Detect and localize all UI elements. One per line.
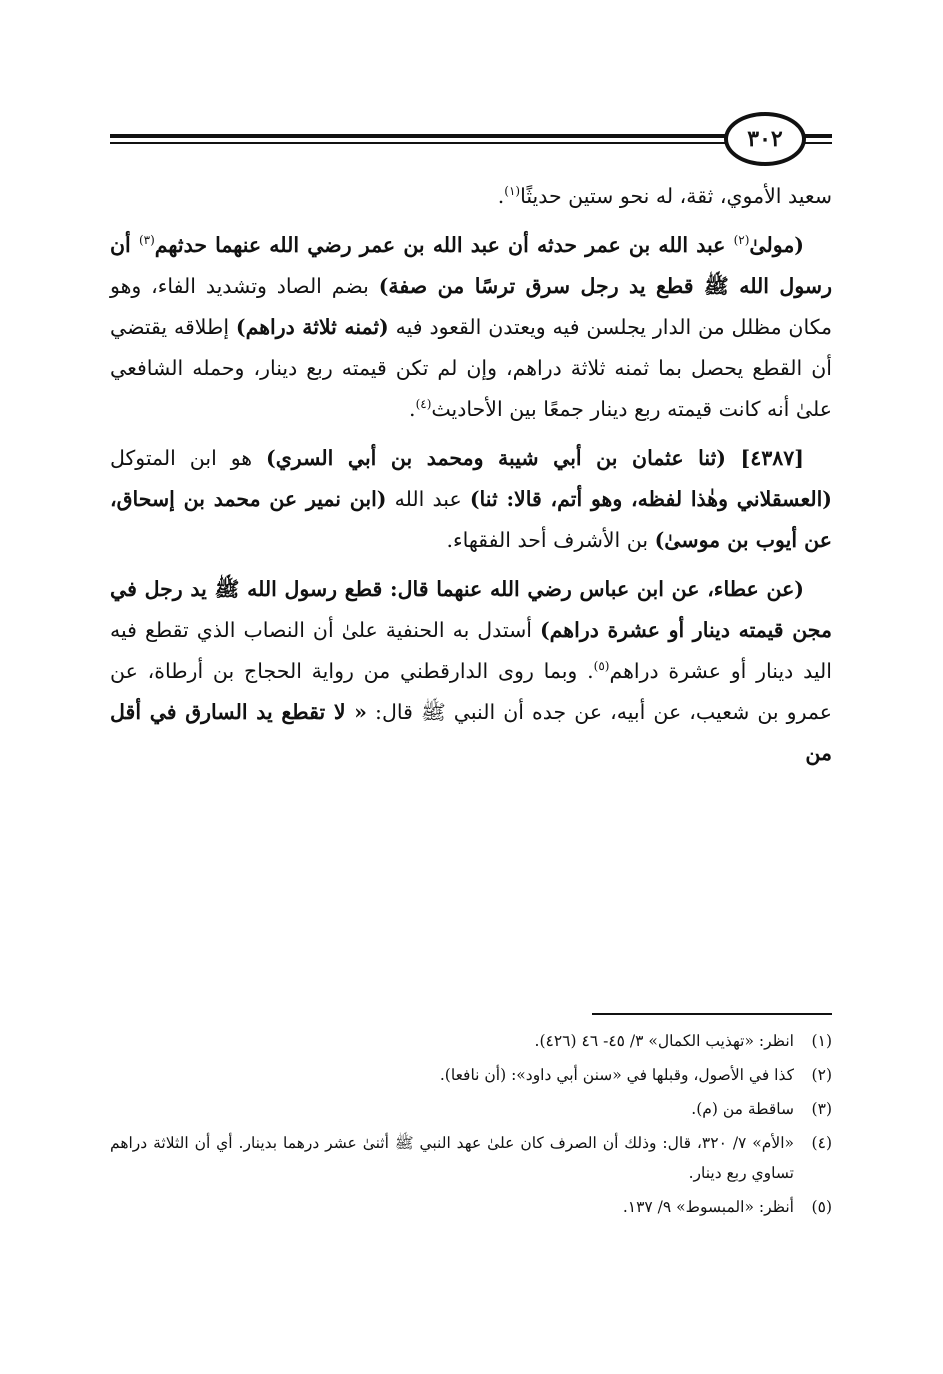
footnote-item xyxy=(110,1192,832,1222)
footnote-number: (٢) xyxy=(811,1066,832,1084)
hadith-text: (ثمنه ثلاثة دراهم) xyxy=(235,315,389,339)
paragraph-2 xyxy=(110,225,832,430)
footnote-ref-3: (٣) xyxy=(138,233,155,248)
hadith-text: [٤٣٨٧] (ثنا عثمان بن أبي شيبة ومحمد بن أبي السري) xyxy=(266,446,804,470)
text-run: سعيد الأموي، ثقة، له نحو ستين حديثًا xyxy=(520,184,832,208)
hadith-text: أن رسول الله ﷺ قطع يد رجل سرق ترسًا من صفة) xyxy=(110,233,832,298)
paragraph-1 xyxy=(110,176,832,217)
footnotes xyxy=(110,1026,832,1226)
text-run: . xyxy=(409,397,416,421)
hadith-text: (العسقلاني وهٰذا لفظه، وهو أتم، قالا: ثنا) xyxy=(469,487,833,511)
footnote-number: (٣) xyxy=(811,1100,832,1118)
footnote-text: «الأم» ٧/ ٣٢٠، قال: وذلك أن الصرف كان علىٰ عهد النبي ﷺ أثنىٰ عشر درهما بدينار. أي أن الثلاثة دراهم تساوي ربع دينار. xyxy=(110,1134,794,1182)
footnote-ref-1: (١) xyxy=(504,184,521,199)
footnote-text: انظر: «تهذيب الكمال» ٣/ ٤٥- ٤٦ (٤٢٦). xyxy=(534,1032,794,1050)
footnote-ref-4: (٤) xyxy=(415,397,432,412)
paragraph-3 xyxy=(110,438,832,561)
footnote-text: ساقطة من (م). xyxy=(691,1100,794,1118)
paragraph-4 xyxy=(110,569,832,774)
hadith-text: « لا تقطع يد السارق في أقل من xyxy=(110,700,832,765)
footnote-separator xyxy=(592,1013,832,1015)
commentary-text: إطلاقه يقتضي أن القطع يحصل بما ثمنه ثلاثة دراهم، وإن لم تكن قيمته ربع دينار، وحمله الشافعي علىٰ أنه كانت قيمته ربع دينار جمعًا بين الأحاديث xyxy=(110,315,832,421)
footnote-number: (٤) xyxy=(811,1134,832,1152)
footnote-item xyxy=(110,1026,832,1056)
page-number: ٣٠٢ xyxy=(724,112,806,166)
footnote-item xyxy=(110,1128,832,1188)
footnote-number: (١) xyxy=(811,1032,832,1050)
commentary-text: عبد الله xyxy=(386,487,470,511)
footnote-text: أنظر: «المبسوط» ٩/ ١٣٧. xyxy=(622,1198,794,1216)
footnote-item xyxy=(110,1094,832,1124)
footnote-ref-5: (٥) xyxy=(593,659,610,674)
footnote-ref-2: (٢) xyxy=(733,233,750,248)
text-run: . xyxy=(497,184,505,208)
commentary-text: هو ابن المتوكل xyxy=(110,446,267,470)
hadith-text: (عن عطاء، عن ابن عباس رضي الله عنهما قال: قطع رسول الله ﷺ يد رجل في مجن قيمته دينار أو عشرة دراهم) xyxy=(110,577,833,642)
commentary-text: أستدل به الحنفية علىٰ أن النصاب الذي تقطع فيه اليد دينار أو عشرة دراهم xyxy=(110,618,832,683)
footnote-item xyxy=(110,1060,832,1090)
main-text xyxy=(110,176,832,782)
footnote-number: (٥) xyxy=(811,1198,832,1216)
hadith-text: عبد الله بن عمر حدثه أن عبد الله بن عمر رضي الله عنهما حدثهم xyxy=(154,233,734,257)
footnote-text: كذا في الأصول، وقبلها في «سنن أبي داود»: (أن نافعا). xyxy=(439,1066,794,1084)
hadith-text: (ابن نمير عن محمد بن إسحاق، عن أيوب بن موسىٰ) xyxy=(110,487,832,552)
commentary-text: . وبما روى الدارقطني من رواية الحجاج بن أرطاة، عن عمرو بن شعيب، عن أبيه، عن جده أن النبي ﷺ قال: xyxy=(110,659,832,724)
commentary-text: بضم الصاد وتشديد الفاء، وهو مكان مظلل من الدار يجلسن فيه ويعتدن القعود فيه xyxy=(110,274,833,339)
commentary-text: بن الأشرف أحد الفقهاء. xyxy=(446,528,655,552)
hadith-text: (مولىٰ xyxy=(749,233,805,257)
